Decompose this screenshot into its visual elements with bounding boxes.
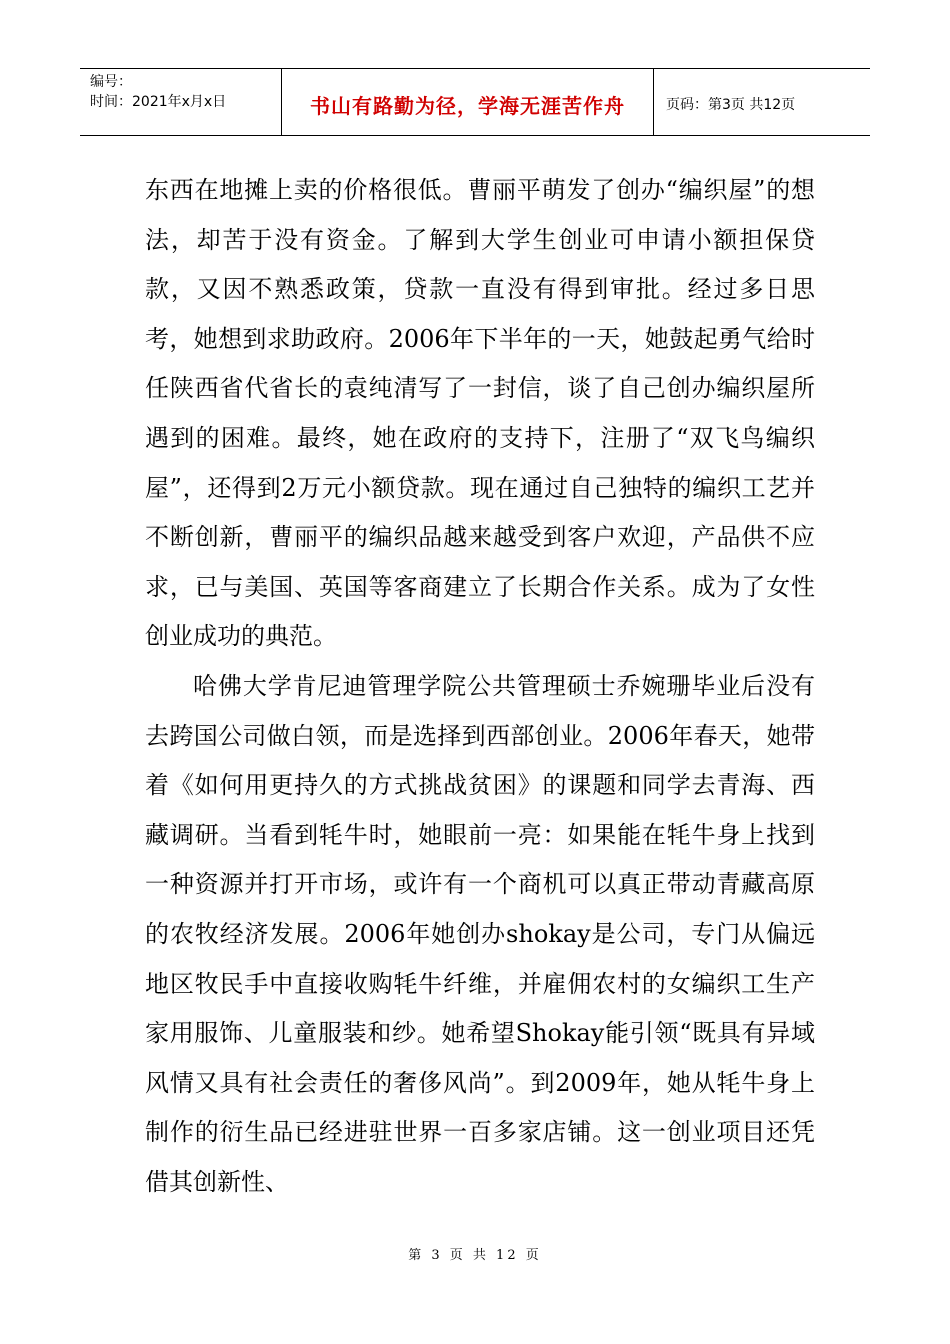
page-footer: 第 3 页 共 12 页 bbox=[408, 1248, 542, 1263]
header-meta bbox=[80, 69, 282, 135]
page-header bbox=[80, 68, 870, 136]
number-label: 编号： bbox=[90, 74, 132, 90]
header-motto-cell bbox=[282, 69, 654, 135]
header-page-info-cell bbox=[654, 69, 870, 135]
time-label: 时间：2021年x月x日 bbox=[90, 94, 227, 110]
page-info: 页码：第3页 共12页 bbox=[666, 97, 796, 113]
motto-text: 书山有路勤为径，学海无涯苦作舟 bbox=[310, 93, 625, 118]
paragraph-2: 哈佛大学肯尼迪管理学院公共管理硕士乔婉珊毕业后没有去跨国公司做白领，而是选择到西部创业。2006年春天，她带着《如何用更持久的方式挑战贫困》的课题和同学去青海、西藏调研。当看到牦牛时，她眼前一亮：如果能在牦牛身上找到一种资源并打开市场，或许有一个商机可以真正带动青藏高原的农牧经济发展。2006年她创办shokay是公司，专门从偏远地区牧民手中直接收购牦牛纤维，并雇佣农村的女编织工生产家用服饰、儿童服装和纱。她希望Shokay能引领“既具有异域风情又具有社会责任的奢侈风尚”。到2009年，她从牦牛身上制作的衍生品已经进驻世界一百多家店铺。这一创业项目还凭借其创新性、 bbox=[145, 671, 815, 1196]
paragraph-1: 东西在地摊上卖的价格很低。曹丽平萌发了创办“编织屋”的想法，却苦于没有资金。了解到大学生创业可申请小额担保贷款，又因不熟悉政策，贷款一直没有得到审批。经过多日思考，她想到求助政府。2006年下半年的一天，她鼓起勇气给时任陕西省代省长的袁纯清写了一封信，谈了自己创办编织屋所遇到的困难。最终，她在政府的支持下，注册了“双飞鸟编织屋”，还得到2万元小额贷款。现在通过自己独特的编织工艺并不断创新，曹丽平的编织品越来越受到客户欢迎，产品供不应求，已与美国、英国等客商建立了长期合作关系。成为了女性创业成功的典范。 bbox=[145, 176, 815, 651]
document-body bbox=[145, 166, 815, 1207]
